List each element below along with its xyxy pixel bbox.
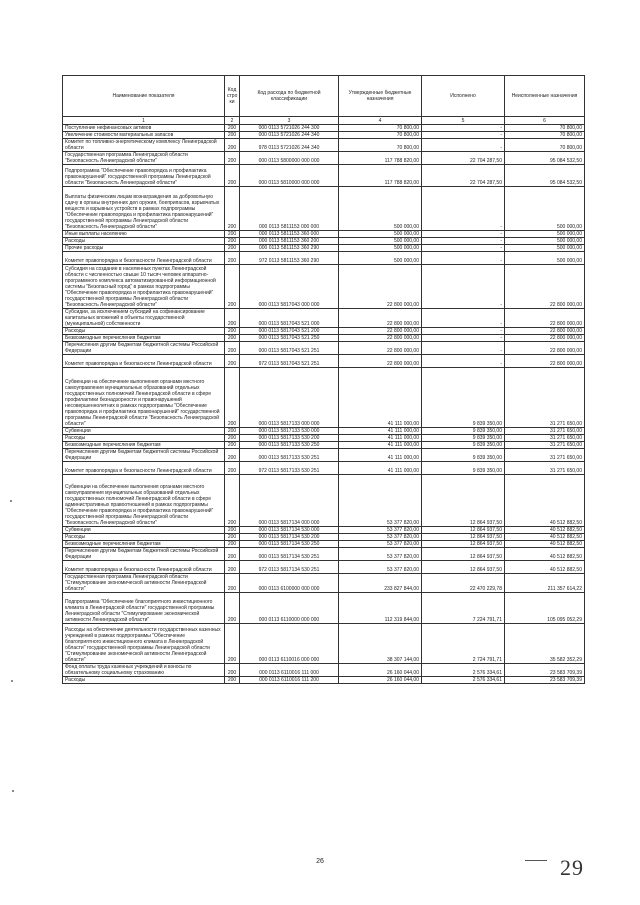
row-code-cell: 200 xyxy=(225,475,240,527)
row-approved-cell: 53 377 820,00 xyxy=(339,534,422,541)
row-executed-cell: 2 576 334,61 xyxy=(422,664,505,677)
row-approved-cell: 41 111 000,00 xyxy=(339,462,422,475)
col-number: 2 xyxy=(225,117,240,125)
row-approved-cell: 112 319 844,00 xyxy=(339,593,422,624)
row-unexecuted-cell: 22 800 000,00 xyxy=(505,328,585,335)
row-classification-cell: 000 0113 5817043 000 000 xyxy=(240,265,339,309)
row-executed-cell: 9 839 350,00 xyxy=(422,435,505,442)
row-executed-cell: 12 864 937,50 xyxy=(422,527,505,534)
row-name-cell: Субсидии, за исключением субсидий на софинансирование капитальных вложений в объекты государственной (муниципальной) собственности xyxy=(63,309,225,328)
row-code-cell: 200 xyxy=(225,442,240,449)
header-code: Код стро ки xyxy=(225,76,240,117)
row-classification-cell: 000 0113 5817134 000 000 xyxy=(240,475,339,527)
table-row xyxy=(63,561,585,574)
row-unexecuted-cell: 22 800 000,00 xyxy=(505,309,585,328)
row-name-cell: Иные выплаты населению xyxy=(63,231,225,238)
row-approved-cell: 26 160 044,00 xyxy=(339,677,422,684)
table-row xyxy=(63,152,585,165)
row-executed-cell: - xyxy=(422,309,505,328)
table-row xyxy=(63,355,585,368)
row-approved-cell: 53 377 820,00 xyxy=(339,475,422,527)
row-unexecuted-cell: 500 000,00 xyxy=(505,252,585,265)
row-executed-cell: - xyxy=(422,245,505,252)
table-row xyxy=(63,132,585,139)
row-unexecuted-cell: 40 512 882,50 xyxy=(505,548,585,561)
row-classification-cell: 000 0113 6100000 000 000 xyxy=(240,574,339,593)
table-row xyxy=(63,475,585,527)
row-name-cell: Комитет по топливно-энергетическому комплексу Ленинградской области xyxy=(63,139,225,152)
row-classification-cell: 972 0113 5817134 530 251 xyxy=(240,561,339,574)
row-unexecuted-cell: 31 271 650,00 xyxy=(505,442,585,449)
row-classification-cell: 000 0113 5817134 530 200 xyxy=(240,534,339,541)
row-executed-cell: 12 864 937,50 xyxy=(422,541,505,548)
handwritten-page-stamp: 29 xyxy=(560,855,584,880)
row-classification-cell: 000 0113 5817133 530 251 xyxy=(240,449,339,462)
row-approved-cell: 70 800,00 xyxy=(339,139,422,152)
row-executed-cell: 22 704 287,50 xyxy=(422,152,505,165)
row-code-cell: 200 xyxy=(225,245,240,252)
row-name-cell: Поступление нефинансовых активов xyxy=(63,125,225,132)
handwritten-dash xyxy=(525,860,547,861)
row-classification-cell: 972 0113 5811153 360 290 xyxy=(240,252,339,265)
row-approved-cell: 500 000,00 xyxy=(339,187,422,231)
row-unexecuted-cell: 22 800 000,00 xyxy=(505,335,585,342)
row-executed-cell: 12 864 937,50 xyxy=(422,548,505,561)
table-row xyxy=(63,187,585,231)
row-code-cell: 200 xyxy=(225,462,240,475)
row-classification-cell: 000 0113 5811153 360 000 xyxy=(240,231,339,238)
row-code-cell: 200 xyxy=(225,328,240,335)
table-row xyxy=(63,462,585,475)
row-classification-cell: 972 0113 5817043 521 251 xyxy=(240,355,339,368)
table-row xyxy=(63,368,585,428)
row-code-cell: 200 xyxy=(225,527,240,534)
row-classification-cell: 000 0113 6110016 111 200 xyxy=(240,677,339,684)
row-approved-cell: 53 377 820,00 xyxy=(339,541,422,548)
table-row xyxy=(63,335,585,342)
col-number: 1 xyxy=(63,117,225,125)
row-code-cell: 200 xyxy=(225,368,240,428)
table-row xyxy=(63,125,585,132)
table-row xyxy=(63,309,585,328)
row-code-cell: 200 xyxy=(225,309,240,328)
row-code-cell: 200 xyxy=(225,541,240,548)
row-unexecuted-cell: 70 800,00 xyxy=(505,132,585,139)
row-classification-cell: 000 0113 5817043 521 251 xyxy=(240,342,339,355)
col-number: 5 xyxy=(422,117,505,125)
row-code-cell: 200 xyxy=(225,238,240,245)
row-approved-cell: 233 827 844,00 xyxy=(339,574,422,593)
row-unexecuted-cell: 40 512 882,50 xyxy=(505,527,585,534)
row-classification-cell: 000 0113 5811153 360 200 xyxy=(240,238,339,245)
row-classification-cell: 000 0113 5811153 000 000 xyxy=(240,187,339,231)
row-unexecuted-cell: 31 271 650,00 xyxy=(505,435,585,442)
row-classification-cell: 000 0113 5721026 244 340 xyxy=(240,132,339,139)
row-name-cell: Перечисления другим бюджетам бюджетной системы Российской Федерации xyxy=(63,449,225,462)
row-unexecuted-cell: 105 095 052,29 xyxy=(505,593,585,624)
row-code-cell: 200 xyxy=(225,449,240,462)
row-code-cell: 200 xyxy=(225,428,240,435)
row-executed-cell: 9 839 350,00 xyxy=(422,462,505,475)
row-classification-cell: 000 0113 6110016 111 000 xyxy=(240,664,339,677)
row-approved-cell: 500 000,00 xyxy=(339,252,422,265)
row-approved-cell: 22 800 000,00 xyxy=(339,335,422,342)
row-classification-cell: 000 0113 5817043 521 000 xyxy=(240,309,339,328)
row-executed-cell: 9 839 350,00 xyxy=(422,442,505,449)
row-code-cell: 200 xyxy=(225,139,240,152)
row-approved-cell: 70 800,00 xyxy=(339,125,422,132)
table-header-row xyxy=(63,76,585,117)
row-approved-cell: 38 307 144,00 xyxy=(339,624,422,664)
row-unexecuted-cell: 22 800 000,00 xyxy=(505,265,585,309)
row-code-cell: 200 xyxy=(225,548,240,561)
row-code-cell: 200 xyxy=(225,165,240,187)
table-row xyxy=(63,527,585,534)
row-approved-cell: 53 377 820,00 xyxy=(339,561,422,574)
row-unexecuted-cell: 500 000,00 xyxy=(505,231,585,238)
row-executed-cell: - xyxy=(422,328,505,335)
row-name-cell: Безвозмездные перечисления бюджетам xyxy=(63,335,225,342)
row-unexecuted-cell: 22 800 000,00 xyxy=(505,342,585,355)
row-unexecuted-cell: 40 512 882,50 xyxy=(505,475,585,527)
scan-dot xyxy=(12,790,14,792)
row-unexecuted-cell: 500 000,00 xyxy=(505,187,585,231)
row-classification-cell: 000 0113 5811153 360 290 xyxy=(240,245,339,252)
row-classification-cell: 000 0113 5800000 000 000 xyxy=(240,152,339,165)
row-name-cell: Безвозмездные перечисления бюджетам xyxy=(63,442,225,449)
row-executed-cell: 9 839 350,00 xyxy=(422,428,505,435)
row-name-cell: Субвенции на обеспечение выполнения органами местного самоуправления муниципальных образований отдельных государственных полномочий Ленинградской области в сфере административных правоотношений в рамках подпрограммы "Обеспечение правопорядка и профилактика правонарушений" государственной программы Ленинградской области "Безопасность Ленинградской области" xyxy=(63,475,225,527)
row-classification-cell: 000 0113 5817133 530 200 xyxy=(240,435,339,442)
row-approved-cell: 117 788 820,00 xyxy=(339,152,422,165)
col-number: 4 xyxy=(339,117,422,125)
row-unexecuted-cell: 31 271 650,00 xyxy=(505,428,585,435)
row-executed-cell: - xyxy=(422,335,505,342)
table-row xyxy=(63,442,585,449)
budget-table xyxy=(62,75,585,684)
row-code-cell: 200 xyxy=(225,125,240,132)
row-name-cell: Комитет правопорядка и безопасности Ленинградской области xyxy=(63,462,225,475)
row-code-cell: 200 xyxy=(225,342,240,355)
row-code-cell: 200 xyxy=(225,664,240,677)
page-number: 26 xyxy=(316,858,324,865)
row-executed-cell: 12 864 937,50 xyxy=(422,534,505,541)
row-approved-cell: 41 111 000,00 xyxy=(339,442,422,449)
row-name-cell: Перечисления другим бюджетам бюджетной системы Российской Федерации xyxy=(63,342,225,355)
row-classification-cell: 000 0113 5817043 521 250 xyxy=(240,335,339,342)
row-classification-cell: 000 0113 5817133 530 250 xyxy=(240,442,339,449)
table-row xyxy=(63,435,585,442)
header-name: Наименование показателя xyxy=(63,76,225,117)
row-executed-cell: - xyxy=(422,231,505,238)
row-code-cell: 200 xyxy=(225,593,240,624)
table-row xyxy=(63,328,585,335)
row-code-cell: 200 xyxy=(225,231,240,238)
header-unexecuted: Неисполненные назначения xyxy=(505,76,585,117)
row-unexecuted-cell: 31 271 650,00 xyxy=(505,462,585,475)
row-executed-cell: 12 864 937,50 xyxy=(422,475,505,527)
row-code-cell: 200 xyxy=(225,152,240,165)
row-classification-cell: 000 0113 5817133 530 000 xyxy=(240,428,339,435)
row-executed-cell: 9 839 350,00 xyxy=(422,449,505,462)
row-name-cell: Увеличение стоимости материальных запасов xyxy=(63,132,225,139)
row-approved-cell: 500 000,00 xyxy=(339,231,422,238)
table-row xyxy=(63,265,585,309)
row-approved-cell: 22 800 000,00 xyxy=(339,309,422,328)
row-code-cell: 200 xyxy=(225,187,240,231)
row-executed-cell: 22 704 287,50 xyxy=(422,165,505,187)
row-unexecuted-cell: 40 512 882,50 xyxy=(505,561,585,574)
row-classification-cell: 000 0113 5721026 244 300 xyxy=(240,125,339,132)
row-executed-cell: 22 470 229,78 xyxy=(422,574,505,593)
header-classification: Код расхода по бюджетной классификации xyxy=(240,76,339,117)
row-name-cell: Субсидия на создание в населенных пунктах Ленинградской области с численностью свыше 10 тысяч человек аппаратно-программного комплекса автоматизированной информационной системы "Безопасный город" в рамках подпрограммы "Обеспечение правопорядка и профилактика правонарушений" государственной программы Ленинградской области "Безопасность Ленинградской области" xyxy=(63,265,225,309)
row-name-cell: Подпрограмма "Обеспечение правопорядка и профилактика правонарушений" государственной программы Ленинградской области "Безопасность Ленинградской области" xyxy=(63,165,225,187)
row-unexecuted-cell: 500 000,00 xyxy=(505,245,585,252)
row-name-cell: Перечисления другим бюджетам бюджетной системы Российской Федерации xyxy=(63,548,225,561)
row-name-cell: Комитет правопорядка и безопасности Ленинградской области xyxy=(63,561,225,574)
row-classification-cell: 978 0113 5721026 244 340 xyxy=(240,139,339,152)
row-classification-cell: 000 0113 6110000 000 000 xyxy=(240,593,339,624)
scan-dot xyxy=(11,680,13,682)
row-code-cell: 200 xyxy=(225,574,240,593)
row-code-cell: 200 xyxy=(225,132,240,139)
row-executed-cell: 12 864 937,50 xyxy=(422,561,505,574)
row-approved-cell: 22 800 000,00 xyxy=(339,342,422,355)
row-name-cell: Расходы xyxy=(63,435,225,442)
table-row xyxy=(63,342,585,355)
row-executed-cell: - xyxy=(422,355,505,368)
table-row xyxy=(63,574,585,593)
row-code-cell: 200 xyxy=(225,435,240,442)
row-executed-cell: - xyxy=(422,342,505,355)
row-unexecuted-cell: 23 583 709,39 xyxy=(505,664,585,677)
row-name-cell: Выплаты физическим лицам вознаграждения за добровольную сдачу в органы внутренних дел оружия, боеприпасов, взрывчатых веществ и взрывных устройств в рамках подпрограммы "Обеспечение правопорядка и профилактика правонарушений" государственной программы Ленинградской области "Безопасность Ленинградской области" xyxy=(63,187,225,231)
table-row xyxy=(63,231,585,238)
table-row xyxy=(63,139,585,152)
table-row xyxy=(63,449,585,462)
row-classification-cell: 000 0113 6110016 000 000 xyxy=(240,624,339,664)
row-approved-cell: 70 800,00 xyxy=(339,132,422,139)
table-row xyxy=(63,534,585,541)
table-row xyxy=(63,541,585,548)
row-unexecuted-cell: 22 800 000,00 xyxy=(505,355,585,368)
row-executed-cell: - xyxy=(422,252,505,265)
row-approved-cell: 53 377 820,00 xyxy=(339,548,422,561)
row-executed-cell: - xyxy=(422,139,505,152)
row-unexecuted-cell: 70 800,00 xyxy=(505,125,585,132)
row-name-cell: Комитет правопорядка и безопасности Ленинградской области xyxy=(63,355,225,368)
row-unexecuted-cell: 31 271 650,00 xyxy=(505,368,585,428)
row-code-cell: 200 xyxy=(225,265,240,309)
table-row xyxy=(63,548,585,561)
row-classification-cell: 000 0113 5817134 530 250 xyxy=(240,541,339,548)
row-code-cell: 200 xyxy=(225,561,240,574)
table-row xyxy=(63,165,585,187)
row-classification-cell: 000 0113 5817133 000 000 xyxy=(240,368,339,428)
row-name-cell: Государственная программа Ленинградской области "Стимулирование экономической активности Ленинградской области" xyxy=(63,574,225,593)
row-executed-cell: - xyxy=(422,187,505,231)
row-approved-cell: 41 111 000,00 xyxy=(339,449,422,462)
row-unexecuted-cell: 40 512 882,50 xyxy=(505,534,585,541)
row-approved-cell: 41 111 000,00 xyxy=(339,435,422,442)
row-unexecuted-cell: 23 583 709,39 xyxy=(505,677,585,684)
row-code-cell: 200 xyxy=(225,677,240,684)
row-classification-cell: 000 0113 5810000 000 000 xyxy=(240,165,339,187)
row-name-cell: Комитет правопорядка и безопасности Ленинградской области xyxy=(63,252,225,265)
table-row xyxy=(63,593,585,624)
row-name-cell: Расходы xyxy=(63,328,225,335)
row-code-cell: 200 xyxy=(225,534,240,541)
row-approved-cell: 22 800 000,00 xyxy=(339,355,422,368)
table-row xyxy=(63,238,585,245)
table-body xyxy=(63,125,585,684)
col-number: 3 xyxy=(240,117,339,125)
row-unexecuted-cell: 70 800,00 xyxy=(505,139,585,152)
row-unexecuted-cell: 31 271 650,00 xyxy=(505,449,585,462)
row-name-cell: Субвенции на обеспечение выполнения органами местного самоуправления муниципальных образований отдельных государственных полномочий Ленинградской области в сфере профилактики безнадзорности и правонарушений несовершеннолетних в рамках подпрограммы "Обеспечение правопорядка и профилактика правонарушений" государственной программы Ленинградской области "Безопасность Ленинградской области" xyxy=(63,368,225,428)
row-approved-cell: 41 111 000,00 xyxy=(339,428,422,435)
table-row xyxy=(63,677,585,684)
table-row xyxy=(63,252,585,265)
table-row xyxy=(63,624,585,664)
row-classification-cell: 000 0113 5817134 530 000 xyxy=(240,527,339,534)
row-executed-cell: - xyxy=(422,238,505,245)
scan-dot xyxy=(10,500,12,502)
row-unexecuted-cell: 40 512 882,50 xyxy=(505,541,585,548)
row-approved-cell: 22 800 000,00 xyxy=(339,328,422,335)
row-unexecuted-cell: 500 000,00 xyxy=(505,238,585,245)
row-unexecuted-cell: 95 084 532,50 xyxy=(505,165,585,187)
row-executed-cell: - xyxy=(422,132,505,139)
row-code-cell: 200 xyxy=(225,624,240,664)
row-code-cell: 200 xyxy=(225,335,240,342)
row-code-cell: 200 xyxy=(225,355,240,368)
row-name-cell: Субвенции xyxy=(63,527,225,534)
row-executed-cell: 9 839 350,00 xyxy=(422,368,505,428)
row-executed-cell: - xyxy=(422,265,505,309)
row-name-cell: Субвенции xyxy=(63,428,225,435)
row-name-cell: Расходы на обеспечение деятельности государственных казенных учреждений в рамках подпрограммы "Обеспечение благоприятного инвестиционного климата в Ленинградской области" государственной программы Ленинградской области "Стимулирование экономической активности Ленинградской области" xyxy=(63,624,225,664)
row-executed-cell: 2 576 334,61 xyxy=(422,677,505,684)
row-code-cell: 200 xyxy=(225,252,240,265)
row-executed-cell: 2 724 791,71 xyxy=(422,624,505,664)
row-approved-cell: 22 800 000,00 xyxy=(339,265,422,309)
table-row xyxy=(63,428,585,435)
row-unexecuted-cell: 35 582 352,29 xyxy=(505,624,585,664)
column-number-row xyxy=(63,117,585,125)
row-approved-cell: 500 000,00 xyxy=(339,245,422,252)
row-executed-cell: - xyxy=(422,125,505,132)
row-name-cell: Государственная программа Ленинградской области "Безопасность Ленинградской области" xyxy=(63,152,225,165)
row-approved-cell: 53 377 820,00 xyxy=(339,527,422,534)
header-approved: Утвержденные бюджетные назначения xyxy=(339,76,422,117)
row-classification-cell: 972 0113 5817133 530 251 xyxy=(240,462,339,475)
header-executed: Исполнено xyxy=(422,76,505,117)
row-classification-cell: 000 0113 5817043 521 200 xyxy=(240,328,339,335)
row-name-cell: Фонд оплаты труда казенных учреждений и взносы по обязательному социальному страхованию xyxy=(63,664,225,677)
table-row xyxy=(63,664,585,677)
row-unexecuted-cell: 95 084 532,50 xyxy=(505,152,585,165)
row-approved-cell: 500 000,00 xyxy=(339,238,422,245)
row-name-cell: Прочие расходы xyxy=(63,245,225,252)
row-name-cell: Подпрограмма "Обеспечение благоприятного инвестиционного климата в Ленинградской области" государственной программы Ленинградской области "Стимулирование экономической активности Ленинградской области" xyxy=(63,593,225,624)
row-approved-cell: 117 788 820,00 xyxy=(339,165,422,187)
row-name-cell: Безвозмездные перечисления бюджетам xyxy=(63,541,225,548)
row-classification-cell: 000 0113 5817134 530 251 xyxy=(240,548,339,561)
col-number: 6 xyxy=(505,117,585,125)
row-name-cell: Расходы xyxy=(63,238,225,245)
row-approved-cell: 41 111 000,00 xyxy=(339,368,422,428)
table-row xyxy=(63,245,585,252)
row-name-cell: Расходы xyxy=(63,534,225,541)
row-executed-cell: 7 224 791,71 xyxy=(422,593,505,624)
row-name-cell: Расходы xyxy=(63,677,225,684)
row-unexecuted-cell: 211 357 614,22 xyxy=(505,574,585,593)
row-approved-cell: 26 160 044,00 xyxy=(339,664,422,677)
